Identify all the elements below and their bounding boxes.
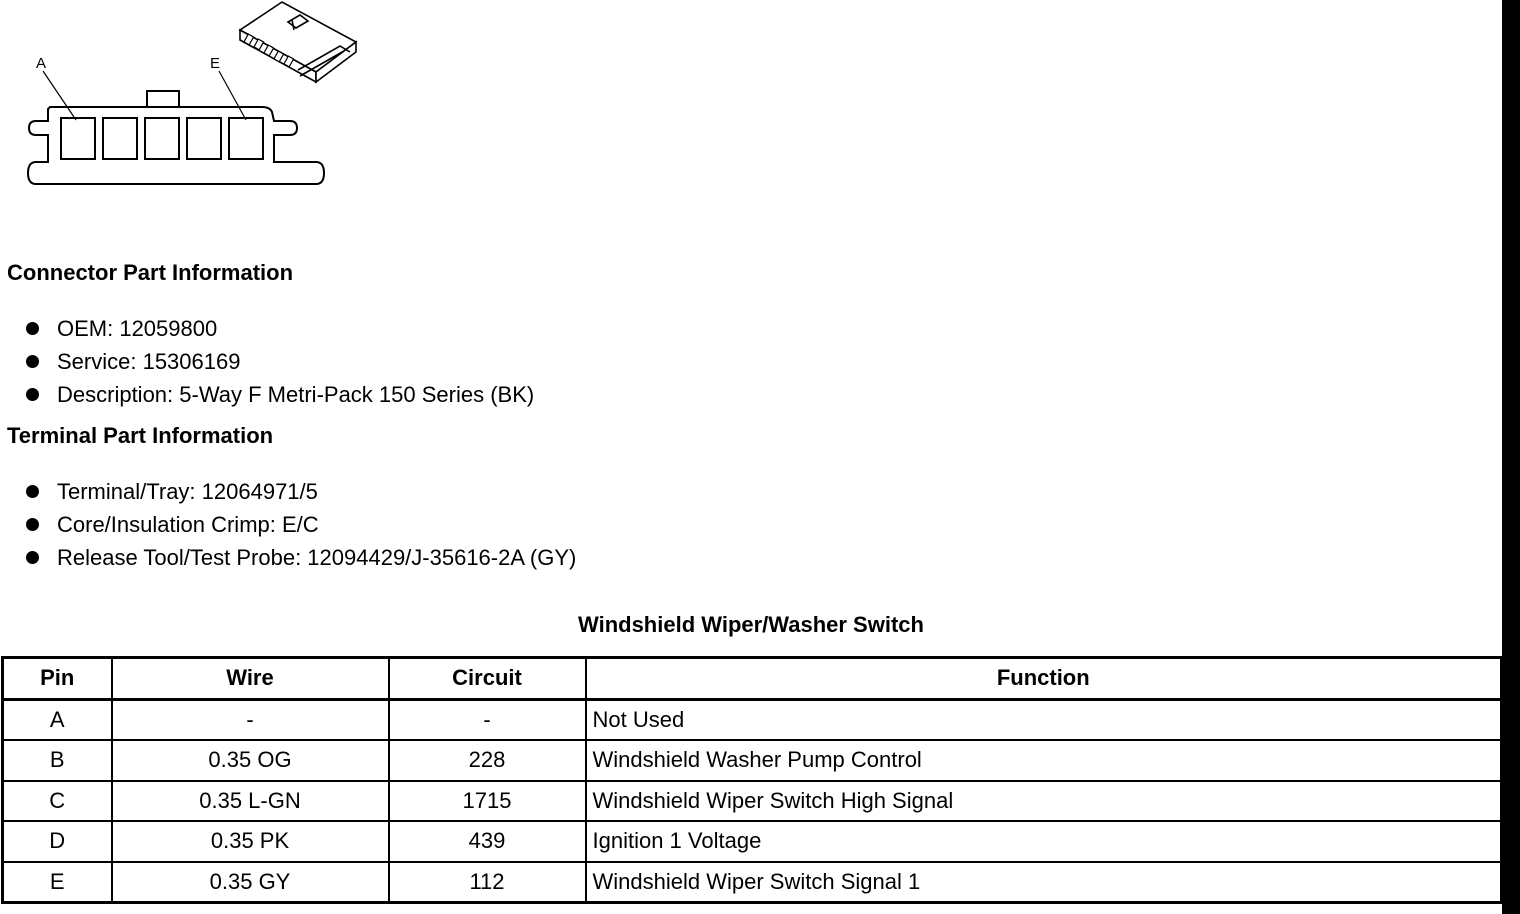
cell-pin: D: [3, 821, 112, 862]
terminal-tray: Terminal/Tray: 12064971/5: [57, 479, 318, 504]
list-item: [24, 345, 534, 378]
pin-cavity-c: [145, 118, 179, 159]
cell-pin: C: [3, 781, 112, 822]
header-circuit: Circuit: [389, 658, 586, 700]
header-wire: Wire: [112, 658, 389, 700]
cell-circuit: 1715: [389, 781, 586, 822]
list-item: [24, 475, 576, 508]
cell-pin: E: [3, 862, 112, 903]
pin-cavity-d: [187, 118, 221, 159]
cell-circuit: 439: [389, 821, 586, 862]
bullet-icon: [26, 322, 39, 335]
list-item: [24, 508, 576, 541]
pinout-table: [1, 656, 1502, 904]
pin-label-a: A: [36, 55, 47, 72]
list-item: [24, 378, 534, 411]
page-edge-bar: [1502, 0, 1520, 914]
table-row: [3, 740, 1502, 781]
connector-diagram: [0, 0, 380, 200]
connector-part-info-heading: Connector Part Information: [7, 260, 294, 285]
table-title: Windshield Wiper/Washer Switch: [578, 612, 924, 637]
bullet-icon: [26, 388, 39, 401]
pin-leader-lines: [43, 71, 246, 120]
connector-description: Description: 5-Way F Metri-Pack 150 Series (BK): [57, 382, 535, 407]
cell-wire: 0.35 PK: [112, 821, 389, 862]
bullet-icon: [26, 355, 39, 368]
cell-function: Not Used: [586, 699, 1502, 740]
terminal-part-info-heading: Terminal Part Information: [7, 423, 274, 448]
cell-function: Windshield Wiper Switch High Signal: [586, 781, 1502, 822]
cell-pin: A: [3, 699, 112, 740]
pin-cavity-a: [61, 118, 95, 159]
header-function: Function: [586, 658, 1502, 700]
cell-circuit: 228: [389, 740, 586, 781]
terminal-release-tool: Release Tool/Test Probe: 12094429/J-35616-2A (GY): [57, 545, 577, 570]
pin-cavity-e: [229, 118, 263, 159]
table-row: [3, 862, 1502, 903]
cell-function: Windshield Washer Pump Control: [586, 740, 1502, 781]
pin-cavities: [61, 118, 263, 159]
table-row: [3, 821, 1502, 862]
cell-function: Ignition 1 Voltage: [586, 821, 1502, 862]
pin-cavity-b: [103, 118, 137, 159]
header-pin: Pin: [3, 658, 112, 700]
cell-circuit: 112: [389, 862, 586, 903]
cell-pin: B: [3, 740, 112, 781]
cell-function: Windshield Wiper Switch Signal 1: [586, 862, 1502, 903]
cell-wire: -: [112, 699, 389, 740]
table-header-row: [3, 658, 1502, 700]
terminal-part-info-list: [24, 475, 576, 574]
connector-oem: OEM: 12059800: [57, 316, 218, 341]
connector-part-info-list: [24, 312, 534, 411]
cell-wire: 0.35 OG: [112, 740, 389, 781]
cell-wire: 0.35 GY: [112, 862, 389, 903]
bullet-icon: [26, 518, 39, 531]
bullet-icon: [26, 485, 39, 498]
table-row: [3, 781, 1502, 822]
connector-service: Service: 15306169: [57, 349, 241, 374]
connector-3d-icon: [240, 2, 356, 82]
table-row: [3, 699, 1502, 740]
pin-label-e: E: [210, 55, 221, 72]
list-item: [24, 541, 576, 574]
bullet-icon: [26, 551, 39, 564]
cell-wire: 0.35 L-GN: [112, 781, 389, 822]
list-item: [24, 312, 534, 345]
terminal-crimp: Core/Insulation Crimp: E/C: [57, 512, 319, 537]
cell-circuit: -: [389, 699, 586, 740]
